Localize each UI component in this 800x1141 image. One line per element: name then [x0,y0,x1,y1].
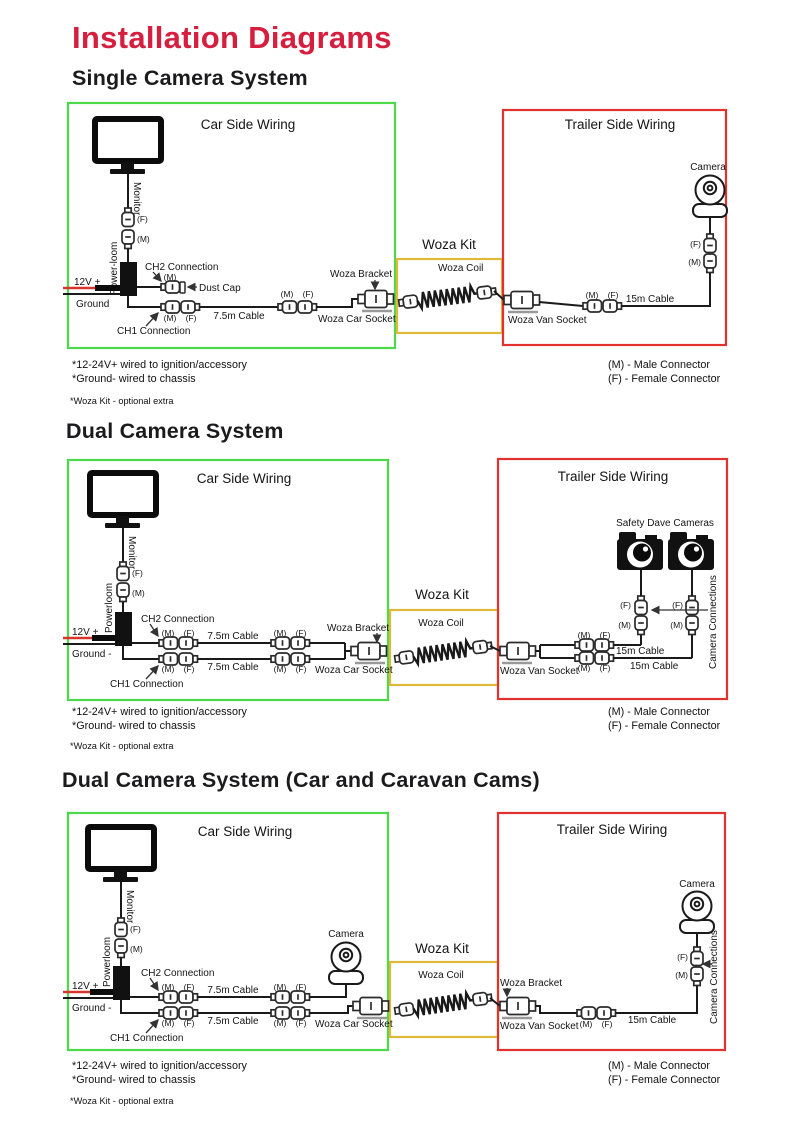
woza-car-socket-label: Woza Car Socket [315,1019,393,1030]
connector-label-m: (M) [163,313,177,323]
connector-label-f: (F) [295,1018,307,1028]
woza-van-socket-icon [504,292,540,309]
connector-f-icon [603,300,622,312]
connector-f-icon [291,637,310,649]
car-side-title: Car Side Wiring [196,471,292,486]
connector-label-m: (M) [130,944,143,954]
connector-label-f: (F) [295,982,307,992]
connector-label-m: (M) [161,664,175,674]
connector-label-f: (F) [690,239,701,249]
woza-van-socket-label: Woza Van Socket [500,1021,579,1032]
connector-label-m: (M) [161,1018,175,1028]
connector-label-m: (M) [273,628,287,638]
trailer-side-wiring [500,518,719,677]
powerloom-label: Powerloom [104,582,115,633]
dust-cap-label: Dust Cap [199,283,241,294]
ch1-connector-f-icon [181,301,200,313]
label-ground: Ground - [72,649,112,660]
label-12v: 12V + [72,981,99,992]
connector-f-icon [595,639,614,651]
connector-label-f: (F) [295,664,307,674]
connector-f-icon [691,947,703,966]
label-12v: 12V + [74,277,101,288]
connector-label-m: (M) [280,289,294,299]
legend-male: (M) - Male Connector [608,359,710,371]
section-title-dual-caravan: Dual Camera System (Car and Caravan Cams) [62,768,540,792]
diagram-single-camera [0,96,800,358]
trailer-side-title: Trailer Side Wiring [556,822,668,837]
connector-m-icon [115,939,127,958]
woza-car-socket-icon [353,998,389,1015]
diagram-dual-camera-caravan [0,806,800,1058]
connector-label-f: (F) [137,214,148,224]
woza-kit-title: Woza Kit [415,587,469,602]
label-ground: Ground - [72,1003,112,1014]
woza-coil-icon [394,990,493,1019]
woza-coil-icon [394,638,493,667]
cable-75-label: 7.5m Cable [207,985,259,996]
connector-f-icon [298,301,317,313]
connector-label-m: (M) [670,620,683,630]
connector-m-icon [577,1007,596,1019]
connector-label-f: (F) [130,924,141,934]
ch1-label: CH1 Connection [117,326,191,337]
car-side-wiring [63,473,393,690]
connector-legend-3 [608,1060,720,1087]
woza-car-socket-icon [351,643,387,660]
woza-bracket-label: Woza Bracket [500,978,563,989]
connector-label-f: (F) [599,663,611,673]
woza-kit-title: Woza Kit [422,237,476,252]
footnote-woza-kit-1: *Woza Kit - optional extra [70,396,174,406]
connector-label-m: (M) [161,628,175,638]
connector-m-icon [159,637,178,649]
connector-label-f: (F) [601,1019,613,1029]
legend-male: (M) - Male Connector [608,1060,710,1072]
woza-coil-label: Woza Coil [418,618,464,629]
connector-label-f: (F) [132,568,143,578]
section-title-single: Single Camera System [72,66,308,90]
connector-label-m: (M) [161,982,175,992]
power-loom-label: Power-loom [109,241,120,295]
connector-label-f: (F) [183,664,195,674]
woza-car-socket-label: Woza Car Socket [318,314,396,325]
camera-connections-label: Camera Connections [708,575,719,669]
trailer-side-wiring [500,879,720,1032]
powerloom-box [115,612,132,646]
camera-icon [693,176,727,218]
woza-coil-label: Woza Coil [418,970,464,981]
cable-75-label: 7.5m Cable [207,631,259,642]
connector-label-m: (M) [273,664,287,674]
monitor-icon [88,827,154,882]
woza-bracket-label: Woza Bracket [327,623,390,634]
connector-label-m: (M) [132,588,145,598]
legend-female: (F) - Female Connector [608,372,721,385]
connector-label-m: (M) [577,663,591,673]
connector-label-m: (M) [579,1019,593,1029]
connector-f-icon [291,991,310,1003]
cable-75-label: 7.5m Cable [207,1016,259,1027]
connector-label-f: (F) [183,982,195,992]
connector-f-icon [179,637,198,649]
woza-car-socket-label: Woza Car Socket [315,665,393,676]
ch1-connector-m-icon [161,301,180,313]
ch1-label: CH1 Connection [110,1033,184,1044]
connector-label-m: (M) [577,630,591,640]
cable-15-label: 15m Cable [625,294,675,305]
connector-m-icon [271,637,290,649]
connector-m-icon [159,991,178,1003]
monitor-icon [95,119,161,174]
footnote-ground: *Ground- wired to chassis [72,372,196,385]
woza-van-socket-label: Woza Van Socket [500,666,579,677]
label-12v: 12V + [72,627,99,638]
connector-label-m: (M) [675,970,688,980]
connector-f-icon [597,1007,616,1019]
connector-m-icon [704,254,716,273]
connector-legend-2 [608,706,720,733]
footnote-woza-kit-2: *Woza Kit - optional extra [70,741,174,751]
legend-male: (M) - Male Connector [608,706,710,718]
connector-label-m: (M) [585,290,599,300]
safety-dave-camera-icon [617,532,663,570]
car-side-wiring [63,119,396,337]
connector-label-m: (M) [688,257,701,267]
ch1-label: CH1 Connection [110,679,184,690]
powerloom-box [113,966,130,1000]
trailer-side-title: Trailer Side Wiring [564,117,676,132]
car-side-wiring [63,827,393,1044]
woza-kit-wiring [394,638,500,667]
connector-label-f: (F) [295,628,307,638]
connector-label-m: (M) [163,272,177,282]
connector-label-f: (F) [185,313,197,323]
connector-m-icon [117,583,129,602]
footnote-12v: *12-24V+ wired to ignition/accessory [72,1060,247,1072]
car-side-title: Car Side Wiring [197,824,293,839]
connector-label-m: (M) [137,234,150,244]
monitor-label: Monitor [131,182,142,216]
power-loom-box [120,262,137,296]
dust-cap-icon [180,282,185,293]
woza-van-socket-label: Woza Van Socket [508,315,587,326]
woza-kit-title: Woza Kit [415,941,469,956]
camera-label: Camera [690,162,726,173]
cable-75-label: 7.5m Cable [213,311,265,322]
connector-f-icon [704,234,716,253]
connector-label-f: (F) [183,1018,195,1028]
connector-m-icon [691,967,703,986]
footnote-ground: *Ground- wired to chassis [72,719,196,732]
page-title: Installation Diagrams [72,20,392,55]
connector-label-f: (F) [677,952,688,962]
footnotes-3 [72,1060,247,1087]
cable-75-label: 7.5m Cable [207,662,259,673]
connector-m-icon [271,991,290,1003]
label-ground: Ground [76,299,110,310]
connector-m-icon [575,639,594,651]
ch2-connector-icon [161,281,180,293]
footnote-woza-kit-3: *Woza Kit - optional extra [70,1096,174,1106]
trailer-side-wiring [504,162,727,326]
powerloom-label: Powerloom [102,936,113,987]
camera-icon [329,943,363,985]
connector-label-f: (F) [183,628,195,638]
woza-coil-icon [398,283,497,311]
legend-female: (F) - Female Connector [608,1073,721,1086]
connector-label-f: (F) [302,289,314,299]
connector-label-f: (F) [599,630,611,640]
connector-label-m: (M) [273,982,287,992]
monitor-icon [90,473,156,528]
connector-m-icon [635,616,647,635]
connector-m-icon [583,300,602,312]
footnote-12v: *12-24V+ wired to ignition/accessory [72,706,247,718]
ch2-label: CH2 Connection [141,614,215,625]
woza-kit-wiring [398,283,504,311]
connector-legend-1 [608,359,720,386]
footnote-12v: *12-24V+ wired to ignition/accessory [72,359,247,371]
woza-car-socket-icon [358,291,394,308]
section-title-dual: Dual Camera System [66,419,284,443]
car-side-title: Car Side Wiring [200,117,296,132]
connector-f-icon [179,991,198,1003]
camera-icon [680,892,714,934]
connector-label-m: (M) [273,1018,287,1028]
cable-15-label: 15m Cable [627,1015,677,1026]
ch2-label: CH2 Connection [141,968,215,979]
connector-label-f: (F) [672,600,683,610]
trailer-side-title: Trailer Side Wiring [557,469,669,484]
safety-dave-cameras-label: Safety Dave Cameras [616,518,714,529]
monitor-label: Monitor [124,890,135,924]
ch2-label: CH2 Connection [145,262,219,273]
legend-female: (F) - Female Connector [608,719,721,732]
connector-m-icon [122,230,134,249]
woza-coil-label: Woza Coil [438,263,484,274]
monitor-label: Monitor [126,536,137,570]
connector-f-icon [686,596,698,615]
safety-dave-camera-icon [668,532,714,570]
connector-m-icon [686,616,698,635]
connector-m-icon [278,301,297,313]
camera-label: Camera [328,929,364,940]
woza-bracket-label: Woza Bracket [330,269,393,280]
footnote-ground: *Ground- wired to chassis [72,1073,196,1086]
camera-connections-label: Camera Connections [709,930,720,1024]
woza-van-socket-icon [500,998,536,1015]
cable-15-label: 15m Cable [616,646,665,657]
connector-label-f: (F) [607,290,619,300]
connector-label-m: (M) [618,620,631,630]
connector-label-f: (F) [620,600,631,610]
cable-15-label: 15m Cable [630,661,679,672]
diagram-dual-camera [0,452,800,708]
camera-label: Camera [679,879,715,890]
woza-kit-wiring [394,990,500,1019]
footnotes-1 [72,359,247,386]
footnotes-2 [72,706,247,733]
connector-f-icon [635,596,647,615]
woza-van-socket-icon [500,643,536,660]
